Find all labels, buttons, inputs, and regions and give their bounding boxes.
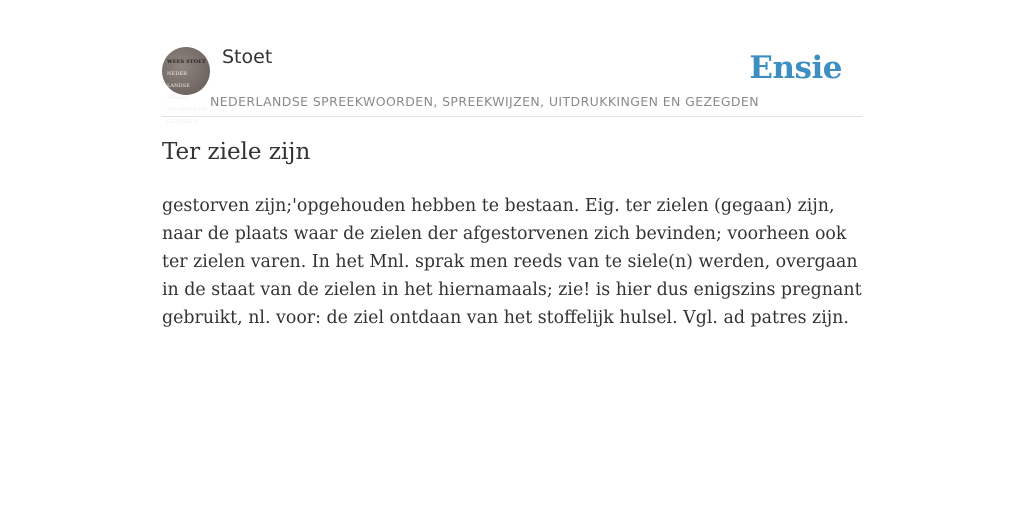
author-name[interactable]: Stoet	[222, 46, 273, 68]
avatar-line: SPREEK	[167, 95, 190, 101]
avatar-line: NEDER	[167, 71, 187, 77]
avatar-line: LANDSE	[167, 83, 190, 89]
header	[162, 0, 862, 125]
entry-definition: gestorven zijn;'opgehouden hebben te bestaan. Eig. ter zielen (gegaan) zijn, naar de plaats waar de zielen der afgestorvenen zich bevinden; voorheen ook ter zielen varen. In het Mnl. sprak men reeds van te siele(n) werden, overgaan in de staat van de zielen in het hiernamaals; zie! is hier dus enigszins pregnant gebruikt, nl. voor: de ziel ontdaan van het stoffelijk hulsel. Vgl. ad patres zijn.	[162, 196, 862, 328]
brand-logo[interactable]: Ensie	[749, 50, 842, 86]
avatar-book-cover	[167, 53, 211, 125]
avatar[interactable]	[162, 47, 210, 125]
source-subtitle[interactable]: NEDERLANDSE SPREEKWOORDEN, SPREEKWIJZEN, UITDRUKKINGEN EN GEZEGDEN	[210, 94, 759, 109]
entry-title: Ter ziele zijn	[162, 139, 311, 165]
avatar-line: WOORDEN EN	[167, 107, 207, 113]
avatar-line: WEES STOET	[167, 59, 206, 65]
avatar-line: GEZEGDEN	[167, 119, 199, 125]
